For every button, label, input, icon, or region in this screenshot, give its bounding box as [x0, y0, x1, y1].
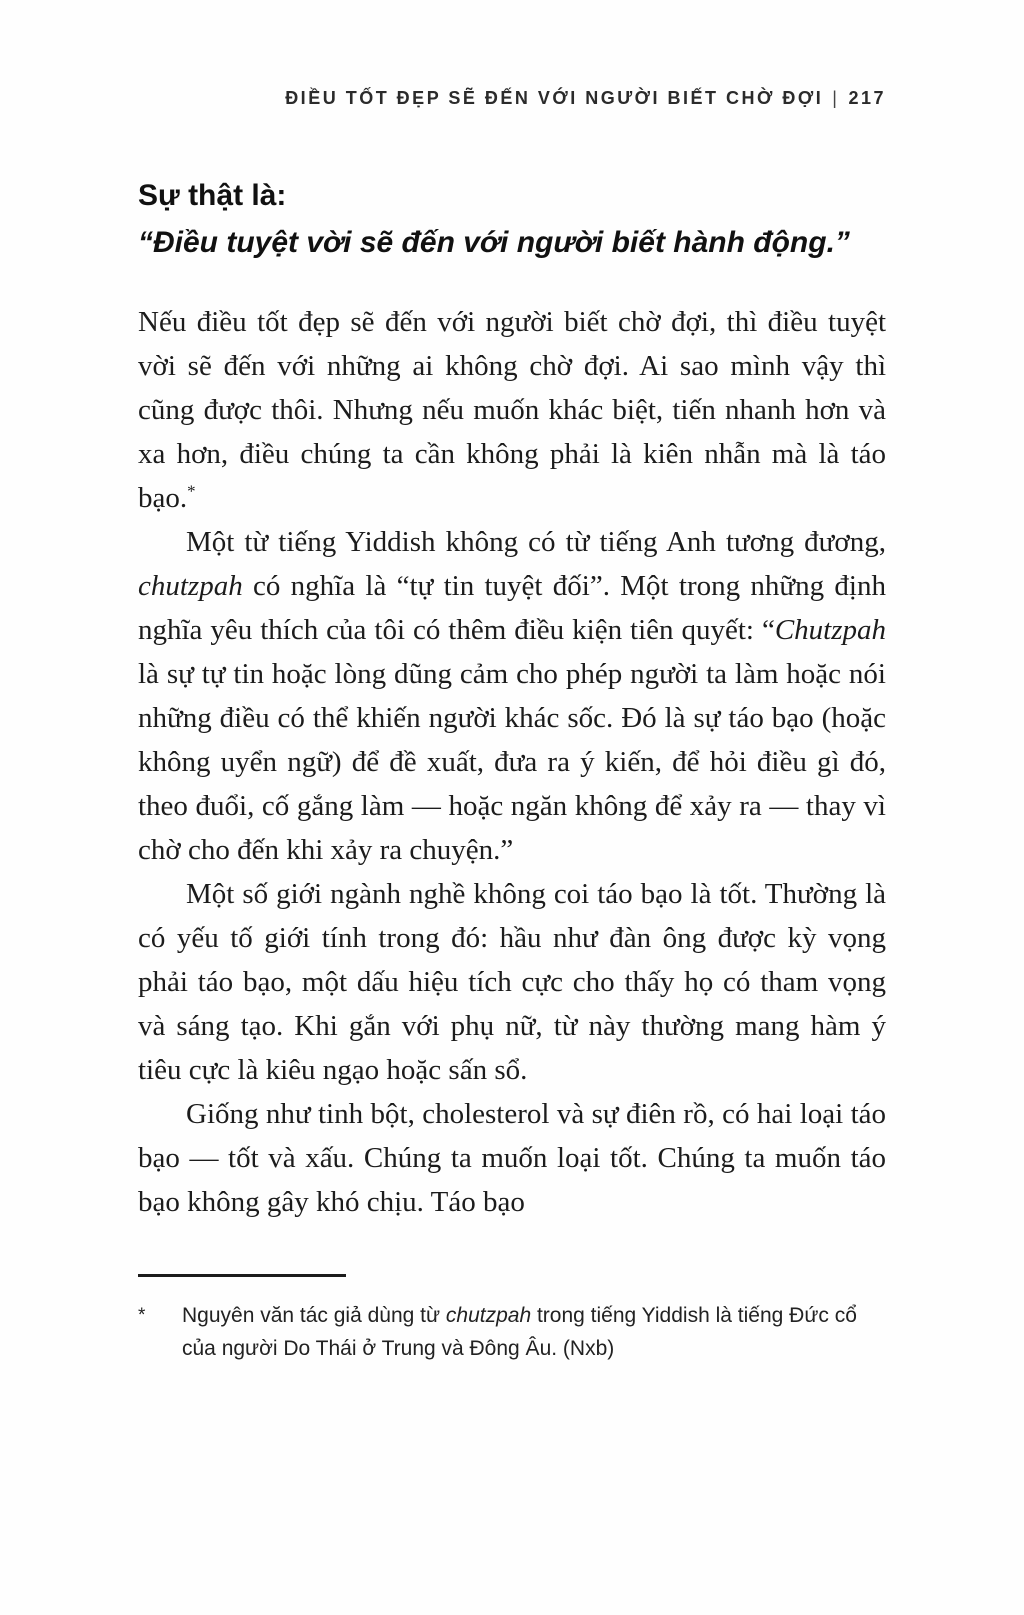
lead-heading-block	[138, 172, 886, 266]
lead-quote: “Điều tuyệt vời sẽ đến với người biết hành động.”	[138, 226, 850, 259]
running-header	[138, 86, 886, 110]
body-text	[138, 300, 886, 1224]
lead-intro: Sự thật là:	[138, 179, 287, 212]
footnote-rule	[138, 1274, 346, 1277]
footnote	[138, 1299, 886, 1365]
paragraph: Một từ tiếng Yiddish không có từ tiếng Anh tương đương, chutzpah có nghĩa là “tự tin tuyệt đối”. Một trong những định nghĩa yêu thích của tôi có thêm điều kiện tiên quyết: “Chutzpah là sự tự tin hoặc lòng dũng cảm cho phép người ta làm hoặc nói những điều có thể khiến người khác sốc. Đó là sự táo bạo (hoặc không uyển ngữ) để đề xuất, đưa ra ý kiến, để hỏi điều gì đó, theo đuổi, cố gắng làm — hoặc ngăn không để xảy ra — thay vì chờ cho đến khi xảy ra chuyện.”	[138, 526, 886, 866]
page-number: 217	[848, 88, 886, 108]
header-divider: |	[832, 88, 840, 108]
paragraph: Giống như tinh bột, cholesterol và sự điên rồ, có hai loại táo bạo — tốt và xấu. Chúng ta muốn loại tốt. Chúng ta muốn táo bạo không gây khó chịu. Táo bạo	[138, 1098, 886, 1218]
paragraph: Nếu điều tốt đẹp sẽ đến với người biết chờ đợi, thì điều tuyệt vời sẽ đến với những ai không chờ đợi. Ai sao mình vậy thì cũng được thôi. Nhưng nếu muốn khác biệt, tiến nhanh hơn và xa hơn, điều chúng ta cần không phải là kiên nhẫn mà là táo bạo.*	[138, 306, 886, 514]
running-title: ĐIỀU TỐT ĐẸP SẼ ĐẾN VỚI NGƯỜI BIẾT CHỜ ĐỢI	[285, 88, 824, 108]
footnote-marker: *	[138, 1305, 146, 1326]
footnote-text: Nguyên văn tác giả dùng từ chutzpah trong tiếng Yiddish là tiếng Đức cổ của người Do Thái ở Trung và Đông Âu. (Nxb)	[182, 1304, 857, 1360]
paragraph: Một số giới ngành nghề không coi táo bạo là tốt. Thường là có yếu tố giới tính trong đó: hầu như đàn ông được kỳ vọng phải táo bạo, một dấu hiệu tích cực cho thấy họ có tham vọng và sáng tạo. Khi gắn với phụ nữ, từ này thường mang hàm ý tiêu cực là kiêu ngạo hoặc sấn sổ.	[138, 878, 886, 1086]
footnote-section	[138, 1274, 886, 1365]
